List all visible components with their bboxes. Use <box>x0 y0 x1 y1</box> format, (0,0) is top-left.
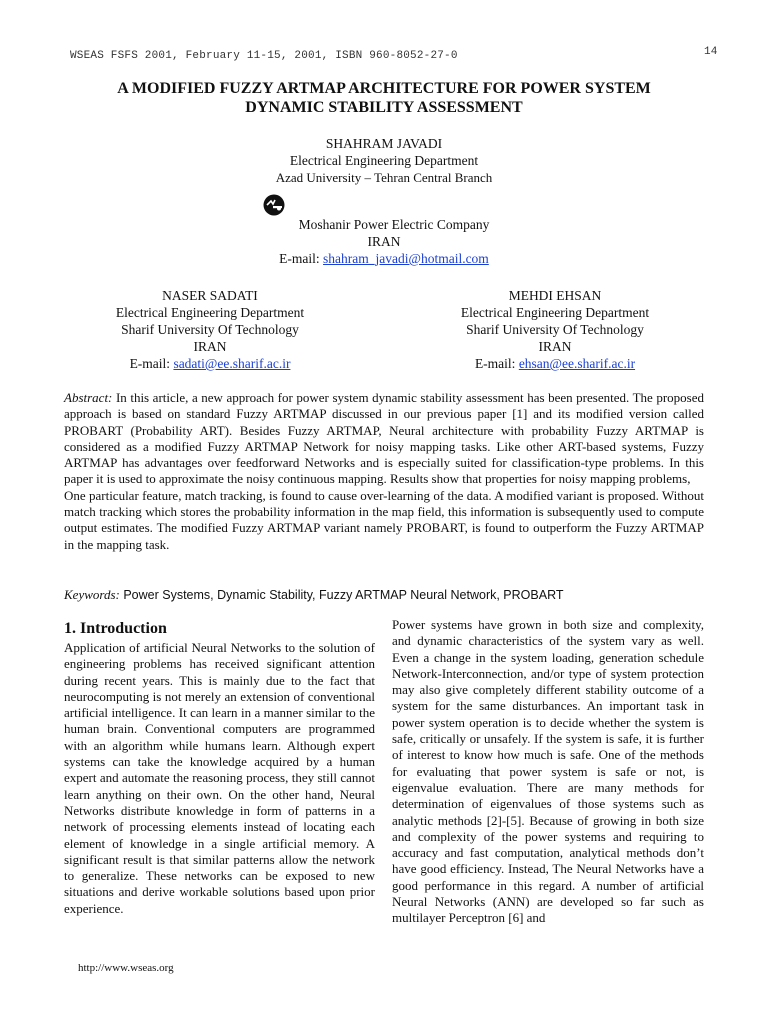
paper-title <box>40 79 728 117</box>
footer-url[interactable]: http://www.wseas.org <box>78 962 174 974</box>
author2-univ: Sharif University Of Technology <box>121 322 299 337</box>
author2-email-line <box>80 355 340 372</box>
author3-country: IRAN <box>538 339 572 354</box>
author3-name: MEHDI EHSAN <box>508 288 602 303</box>
conference-header: WSEAS FSFS 2001, February 11-15, 2001, ISBN 960-8052-27-0 <box>70 50 458 62</box>
author1-name: SHAHRAM JAVADI <box>325 136 443 151</box>
author1-affiliation <box>184 216 584 267</box>
keywords-text: Power Systems, Dynamic Stability, Fuzzy ARTMAP Neural Network, PROBART <box>119 588 564 602</box>
keywords <box>64 587 704 603</box>
section-heading-introduction: 1. Introduction <box>64 620 167 637</box>
abstract-label: Abstract: <box>64 390 113 405</box>
author1-country: IRAN <box>367 234 401 249</box>
author1-univ: Azad University – Tehran Central Branch <box>275 170 493 185</box>
abstract-text-1: In this article, a new approach for power system dynamic stability assessment has been presented. The proposed approach is based on standard Fuzzy ARTMAP discussed in our previous paper [1] and its modified version called PROBART (Probability ART). Besides Fuzzy ARTMAP, Neural architecture with probability Fuzzy ARTMAP is considered as a modified Fuzzy ARTMAP Network for noisy mapping tasks. Like other ART-based systems, Fuzzy ARTMAP has advantages over feedforward Networks and is especially suited for classification-type problems. In this paper it is used to approximate the noisy continuous mapping. Results show that properties for noisy mapping problems, <box>64 390 704 487</box>
author1-email-link[interactable]: shahram_javadi@hotmail.com <box>323 251 489 266</box>
paper-title-line1: A MODIFIED FUZZY ARTMAP ARCHITECTURE FOR POWER SYSTEM <box>117 80 651 97</box>
abstract-paragraph-1 <box>64 390 704 488</box>
author2-country: IRAN <box>193 339 227 354</box>
author1-email-label: E-mail: <box>279 251 324 266</box>
author3-univ: Sharif University Of Technology <box>466 322 644 337</box>
keywords-label: Keywords: <box>64 587 120 602</box>
author1-email-line <box>184 250 584 267</box>
author3-block <box>425 287 685 372</box>
author2-email-label: E-mail: <box>129 356 174 371</box>
intro-left-column: Application of artificial Neural Networks to the solution of engineering problems has received significant attention during recent years. This is mainly due to the fact that neurocomputing is not merely an extension of conventional artificial intelligence. It can learn in a manner similar to the human brain. Conventional computers are programmed with an algorithm while humans learn. Although expert systems can take the knowledge acquired by a human expert and automate the reasoning process, they still cannot learn anything on their own. On the other hand, Neural Networks distribute knowledge in form of patterns in a network of processing elements instead of locating each element of knowledge in a single artificial memory. A significant result is that similar patterns allow the network to generalize. These networks can be exposed to new situations and derive workable solutions based upon prior experience. <box>64 640 375 916</box>
author1-block <box>184 135 584 186</box>
author2-email-link[interactable]: sadati@ee.sharif.ac.ir <box>173 356 291 371</box>
abstract <box>64 390 704 553</box>
abstract-paragraph-2: One particular feature, match tracking, is found to cause over-learning of the data. A modified variant is proposed. Without match tracking which stores the probability information in the map field, this information is subsequently used to compute output estimates. The modified Fuzzy ARTMAP variant namely PROBART, is found to outperform the Fuzzy ARTMAP in the mapping task. <box>64 487 704 552</box>
author3-email-link[interactable]: ehsan@ee.sharif.ac.ir <box>518 356 636 371</box>
intro-right-column: Power systems have grown in both size and complexity, and dynamic characteristics of the system vary as well. Even a change in the system loading, generation schedule Network-Interconnection, and/or type of system protection may also give completely different stability outcome of a system for the same disturbances. An important task in power system operation is to decide whether the system is safe, critically or unsafely. If the system is safe, it is further of interest to know how much is safe. One of the methods for evaluating that power system is safe or not, is eigenvalue evaluation. There are many methods for determination of eigenvalues of those systems such as analytic methods [2]-[5]. Because of growing in both size and complexity of the power systems and requiring to accuracy and fast computation, analytical methods don’t have good efficiency. Instead, The Neural Networks have a good performance in this regard. A number of artificial Neural Networks (ANN) are developed so far such as multilayer Perceptron [6] and <box>392 617 704 926</box>
page-number: 14 <box>704 46 718 58</box>
author1-dept: Electrical Engineering Department <box>289 153 479 168</box>
author3-dept: Electrical Engineering Department <box>460 305 650 320</box>
paper-title-line2: DYNAMIC STABILITY ASSESSMENT <box>245 99 523 116</box>
author2-name: NASER SADATI <box>162 288 258 303</box>
author2-dept: Electrical Engineering Department <box>115 305 305 320</box>
author3-email-label: E-mail: <box>474 356 519 371</box>
author3-email-line <box>425 355 685 372</box>
author1-company: Moshanir Power Electric Company <box>298 217 490 232</box>
author2-block <box>80 287 340 372</box>
